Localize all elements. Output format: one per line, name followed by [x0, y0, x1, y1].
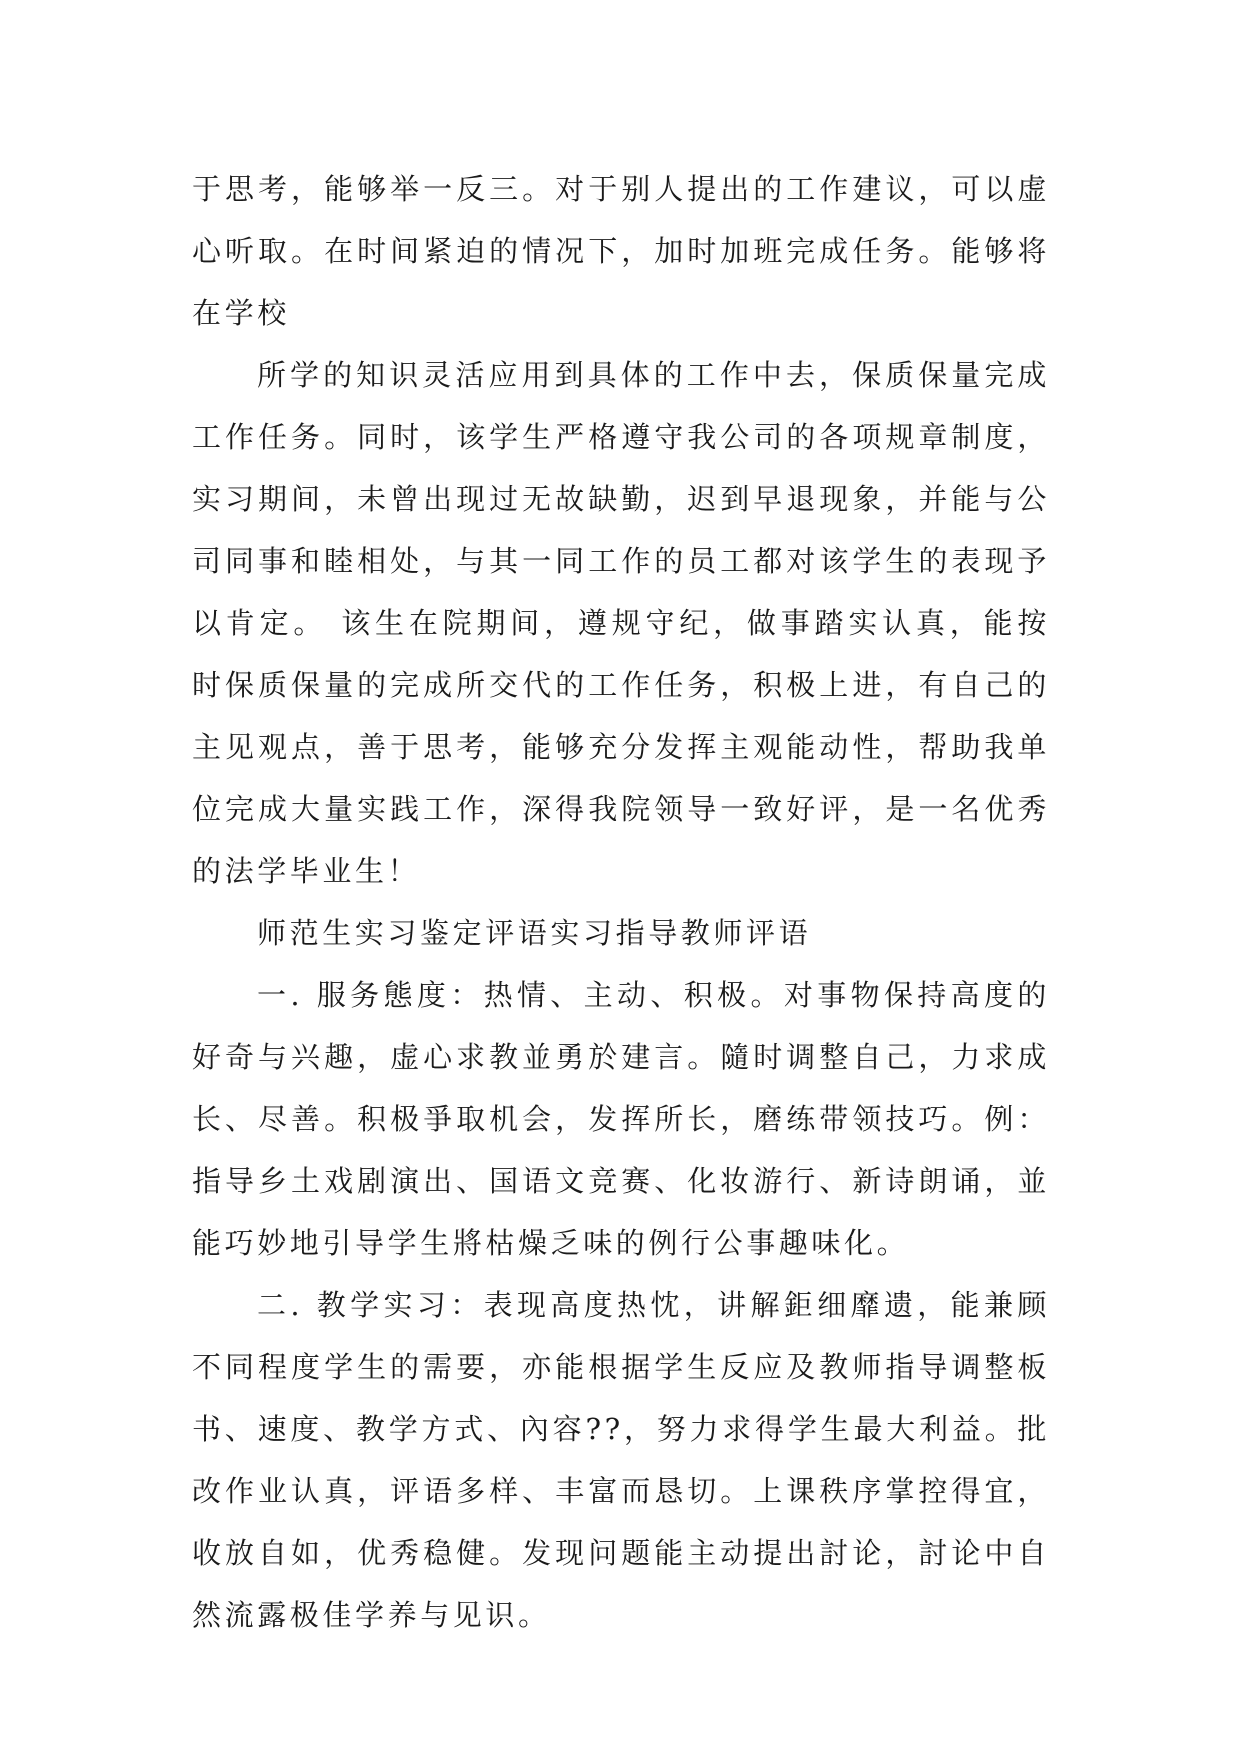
paragraph-continuation: 于思考，能够举一反三。对于别人提出的工作建议，可以虚心听取。在时间紧迫的情况下，加时加班完成任务。能够将在学校 — [192, 172, 1050, 330]
section-heading: 师范生实习鉴定评语实习指导教师评语 — [257, 916, 812, 950]
paragraph-teaching-practice: 二. 教学实习：表现高度热忱，讲解鉅细靡遗，能兼顾不同程度学生的需要，亦能根据学生反应及教师指导调整板书、速度、教学方式、內容??，努力求得学生最大利益。批改作业认真，评语多样、丰富而恳切。上课秩序掌控得宜，收放自如，优秀稳健。发现问题能主动提出討论，討论中自然流露极佳学养与见识。 — [192, 1288, 1050, 1632]
paragraph-service-attitude: 一. 服务態度：热情、主动、积极。对事物保持高度的好奇与兴趣，虚心求教並勇於建言。隨时调整自己，力求成长、尽善。积极爭取机会，发挥所长，磨练带领技巧。例：指导乡土戏剧演出、国语文竞赛、化妆游行、新诗朗诵，並能巧妙地引导学生將枯燥乏味的例行公事趣味化。 — [192, 978, 1050, 1260]
paragraph-internship-evaluation: 所学的知识灵活应用到具体的工作中去，保质保量完成工作任务。同时，该学生严格遵守我公司的各项规章制度，实习期间，未曾出现过无故缺勤，迟到早退现象，并能与公司同事和睦相处，与其一同工作的员工都对该学生的表现予以肯定。 该生在院期间，遵规守纪，做事踏实认真，能按时保质保量的完成所交代的工作任务，积极上进，有自己的主见观点，善于思考，能够充分发挥主观能动性，帮助我单位完成大量实践工作，深得我院领导一致好评，是一名优秀的法学毕业生！ — [192, 358, 1050, 888]
document-body — [192, 158, 1050, 1646]
